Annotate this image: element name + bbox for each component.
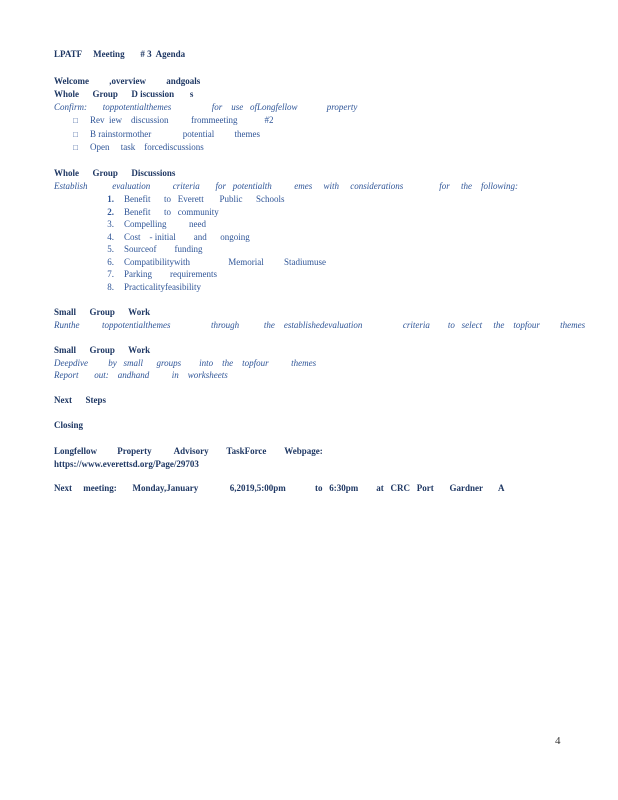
- discussion-bullet-list: [54, 114, 574, 155]
- page-number: 4: [555, 735, 561, 747]
- next-steps-heading: Next Steps: [54, 395, 106, 405]
- webpage-link[interactable]: https://www.everettsd.org/Page/29703: [54, 459, 199, 469]
- run-themes-line: Runthe toppotentialthemes through the establishedevaluation criteria to select the topfour themes: [54, 320, 586, 330]
- criteria-number: 8.: [107, 281, 114, 292]
- criteria-number: 2.: [107, 206, 114, 217]
- small-group-work-heading: Small Group Work: [54, 307, 151, 317]
- criteria-number: 5.: [107, 244, 114, 254]
- report-out-line: Report out: andhand in worksheets: [54, 370, 228, 380]
- checkbox-icon: □: [73, 143, 78, 152]
- criteria-text: Benefit to community: [124, 206, 219, 217]
- criteria-number: 3.: [107, 219, 114, 229]
- criteria-item: [54, 281, 574, 294]
- whole-group-discussions-heading: Whole Group Discussions: [54, 168, 176, 178]
- criteria-number: 4.: [107, 231, 114, 242]
- bullet-item: [54, 114, 574, 128]
- deep-dive-line: Deepdive by small groups into the topfour themes: [54, 358, 317, 368]
- criteria-text: Sourceof funding: [124, 244, 203, 254]
- criteria-number: 1.: [107, 194, 114, 204]
- agenda-title: LPATF Meeting # 3 Agenda: [54, 49, 186, 59]
- bullet-text: Open task forcediscussions: [90, 142, 204, 152]
- criteria-item: [54, 206, 574, 219]
- criteria-number: 7.: [107, 269, 114, 279]
- criteria-item: [54, 256, 574, 269]
- criteria-text: Cost - initial and ongoing: [124, 231, 250, 242]
- criteria-item: [54, 268, 574, 281]
- criteria-item: [54, 218, 574, 231]
- checkbox-icon: □: [73, 129, 78, 139]
- criteria-text: Benefit to Everett Public Schools: [124, 194, 285, 204]
- bullet-text: B rainstormother potential themes: [90, 128, 260, 139]
- criteria-item: [54, 193, 574, 206]
- webpage-label: Longfellow Property Advisory TaskForce Webpage:: [54, 446, 323, 456]
- bullet-item: [54, 141, 574, 155]
- bullet-item: [54, 128, 574, 142]
- criteria-text: Practicalityfeasibility: [124, 281, 201, 292]
- welcome-heading: Welcome ,overview andgoals: [54, 76, 201, 86]
- next-meeting-line: Next meeting: Monday,January 6,2019,5:00pm to 6:30pm at CRC Port Gardner A: [54, 483, 505, 493]
- whole-group-discussion-heading: Whole Group D iscussion s: [54, 89, 194, 99]
- small-group-work-heading-2: Small Group Work: [54, 345, 151, 355]
- criteria-item: [54, 243, 574, 256]
- checkbox-icon: □: [73, 116, 78, 125]
- closing-heading: Closing: [54, 420, 84, 430]
- criteria-text: Compelling need: [124, 219, 206, 229]
- criteria-text: Parking requirements: [124, 269, 217, 279]
- bullet-text: Rev iew discussion frommeeting #2: [90, 115, 274, 125]
- establish-line: Establish evaluation criteria for potentialth emes with considerations for the following:: [54, 181, 518, 191]
- criteria-item: [54, 231, 574, 244]
- confirm-line: Confirm: toppotentialthemes for use ofLongfellow property: [54, 102, 358, 112]
- criteria-number: 6.: [107, 256, 114, 267]
- criteria-text: Compatibilitywith Memorial Stadiumuse: [124, 256, 326, 267]
- criteria-list: [54, 193, 574, 293]
